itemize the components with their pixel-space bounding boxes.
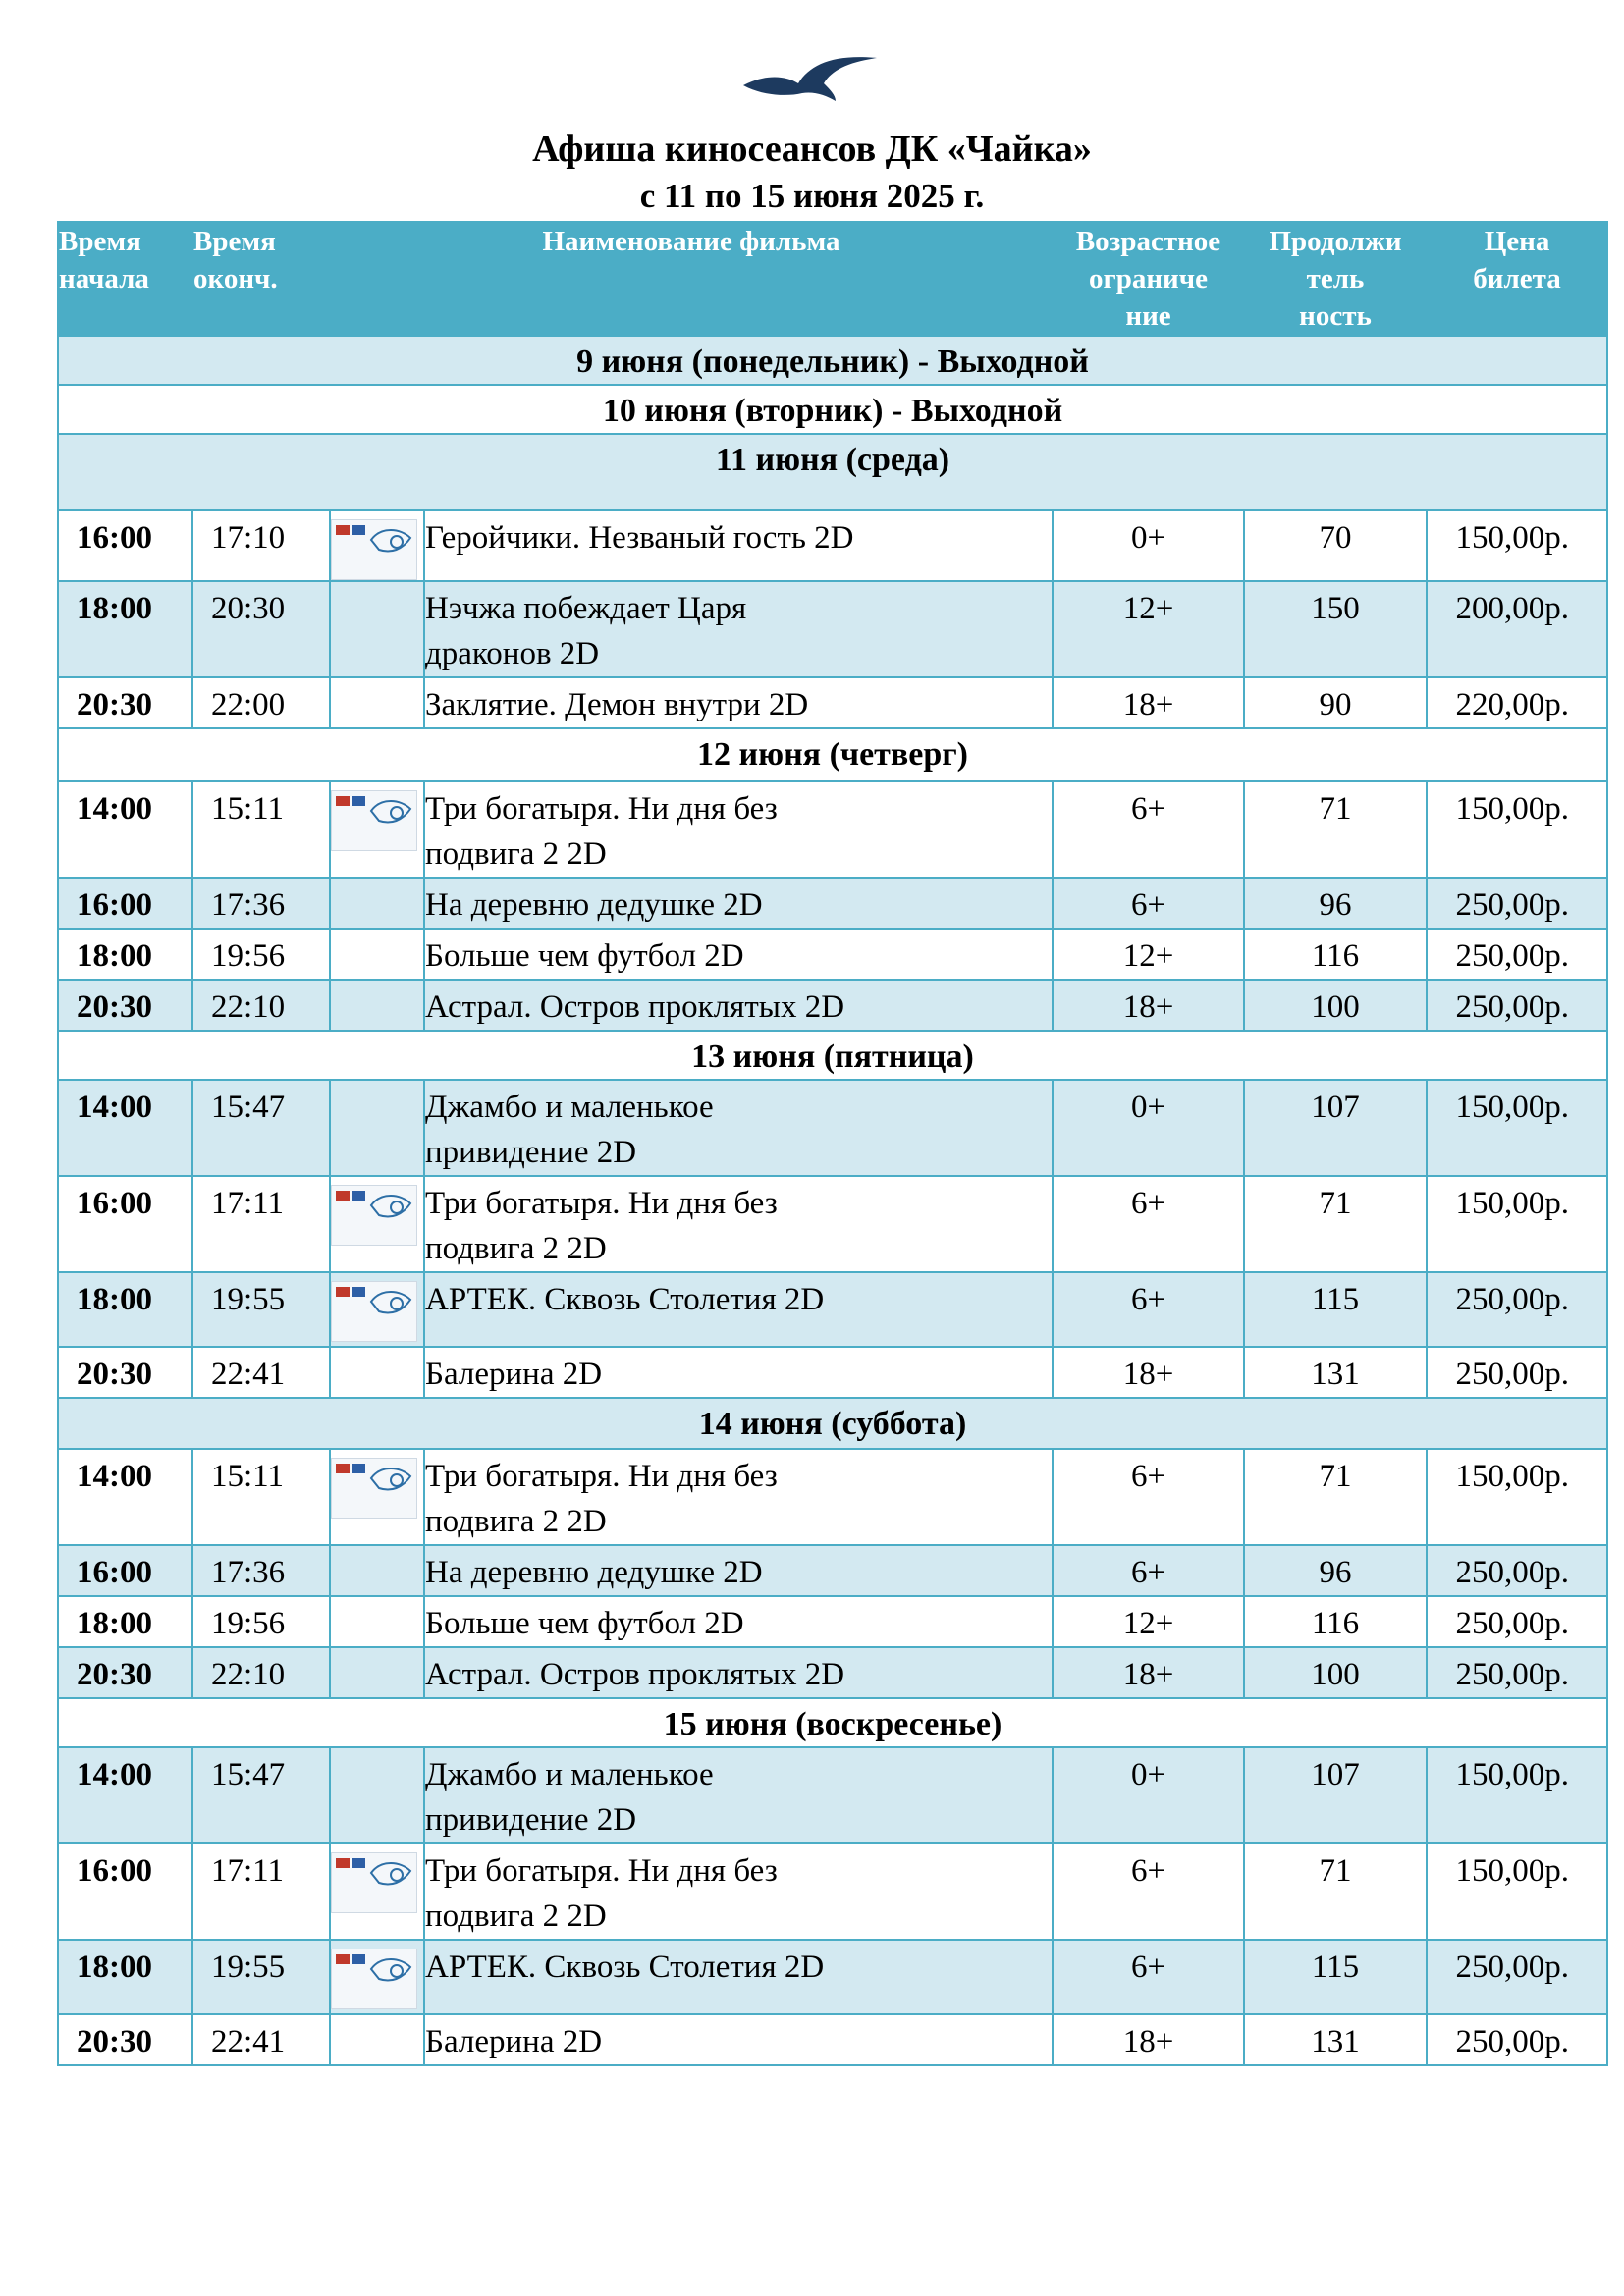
session-end-time: 17:36 bbox=[192, 1545, 330, 1596]
film-title-line: Балерина 2D bbox=[425, 2024, 603, 2059]
film-title-line: драконов 2D bbox=[425, 636, 600, 671]
col-age-rating: Возрастное ограниче ние bbox=[1053, 222, 1244, 336]
age-rating: 6+ bbox=[1053, 1940, 1244, 2014]
page-title: Афиша киносеансов ДК «Чайка» bbox=[532, 129, 1092, 170]
film-title-line: Балерина 2D bbox=[425, 1357, 603, 1392]
film-title bbox=[424, 878, 1053, 929]
film-title-line: Геройчики. Незваный гость 2D bbox=[425, 520, 854, 556]
session-row bbox=[58, 1080, 1607, 1176]
film-title-line: На деревню дедушке 2D bbox=[425, 1555, 763, 1590]
day-label: 13 июня (пятница) bbox=[58, 1031, 1607, 1080]
pushkin-card-icon bbox=[331, 1281, 417, 1342]
table-header-row bbox=[58, 222, 1607, 336]
session-start-time: 16:00 bbox=[58, 878, 192, 929]
film-title-line: АРТЕК. Сквозь Столетия 2D bbox=[425, 1282, 825, 1317]
col-end-time: Время оконч. bbox=[192, 222, 330, 336]
film-title bbox=[424, 1080, 1053, 1176]
session-end-time: 17:11 bbox=[192, 1843, 330, 1940]
pushkin-card-icon bbox=[331, 790, 417, 851]
promo-cell bbox=[330, 1272, 424, 1347]
age-rating: 18+ bbox=[1053, 1647, 1244, 1698]
pushkin-card-icon bbox=[331, 1949, 417, 2009]
session-start-time: 18:00 bbox=[58, 929, 192, 980]
date-range: с 11 по 15 июня 2025 г. bbox=[639, 177, 985, 215]
session-end-time: 22:41 bbox=[192, 1347, 330, 1398]
session-end-time: 17:36 bbox=[192, 878, 330, 929]
ticket-price: 250,00р. bbox=[1427, 1272, 1607, 1347]
age-rating: 0+ bbox=[1053, 510, 1244, 581]
session-start-time: 16:00 bbox=[58, 1176, 192, 1272]
duration-minutes: 71 bbox=[1244, 1843, 1427, 1940]
age-rating: 12+ bbox=[1053, 581, 1244, 677]
duration-minutes: 116 bbox=[1244, 929, 1427, 980]
session-end-time: 19:55 bbox=[192, 1272, 330, 1347]
film-title bbox=[424, 1747, 1053, 1843]
age-rating: 6+ bbox=[1053, 1545, 1244, 1596]
film-title-line: подвига 2 2D bbox=[425, 1231, 607, 1266]
col-price: Цена билета bbox=[1427, 222, 1607, 336]
film-title-line: Джамбо и маленькое bbox=[425, 1090, 714, 1125]
session-start-time: 16:00 bbox=[58, 1545, 192, 1596]
age-rating: 12+ bbox=[1053, 1596, 1244, 1647]
duration-minutes: 131 bbox=[1244, 2014, 1427, 2065]
session-start-time: 20:30 bbox=[58, 2014, 192, 2065]
film-title-line: АРТЕК. Сквозь Столетия 2D bbox=[425, 1949, 825, 1985]
session-end-time: 22:41 bbox=[192, 2014, 330, 2065]
session-row bbox=[58, 510, 1607, 581]
session-start-time: 14:00 bbox=[58, 1449, 192, 1545]
film-title bbox=[424, 1449, 1053, 1545]
session-row bbox=[58, 1747, 1607, 1843]
session-row bbox=[58, 1843, 1607, 1940]
film-title bbox=[424, 510, 1053, 581]
age-rating: 18+ bbox=[1053, 677, 1244, 728]
ticket-price: 250,00р. bbox=[1427, 1647, 1607, 1698]
session-row bbox=[58, 929, 1607, 980]
promo-cell bbox=[330, 581, 424, 677]
promo-cell bbox=[330, 1449, 424, 1545]
ticket-price: 250,00р. bbox=[1427, 929, 1607, 980]
promo-cell bbox=[330, 1596, 424, 1647]
session-start-time: 20:30 bbox=[58, 1347, 192, 1398]
film-title bbox=[424, 929, 1053, 980]
pushkin-card-icon bbox=[331, 1458, 417, 1519]
ticket-price: 250,00р. bbox=[1427, 980, 1607, 1031]
film-title-line: Джамбо и маленькое bbox=[425, 1757, 714, 1792]
duration-minutes: 107 bbox=[1244, 1080, 1427, 1176]
day-label: 15 июня (воскресенье) bbox=[58, 1698, 1607, 1747]
ticket-price: 200,00р. bbox=[1427, 581, 1607, 677]
promo-cell bbox=[330, 2014, 424, 2065]
duration-minutes: 90 bbox=[1244, 677, 1427, 728]
session-row bbox=[58, 1347, 1607, 1398]
session-start-time: 18:00 bbox=[58, 581, 192, 677]
day-header-row bbox=[58, 1031, 1607, 1080]
film-title bbox=[424, 980, 1053, 1031]
day-header-row bbox=[58, 1398, 1607, 1449]
film-title-line: Нэчжа побеждает Царя bbox=[425, 591, 747, 626]
session-start-time: 16:00 bbox=[58, 1843, 192, 1940]
ticket-price: 150,00р. bbox=[1427, 1176, 1607, 1272]
session-row bbox=[58, 1449, 1607, 1545]
col-film-title: Наименование фильма bbox=[330, 222, 1053, 336]
session-row bbox=[58, 1647, 1607, 1698]
duration-minutes: 131 bbox=[1244, 1347, 1427, 1398]
age-rating: 12+ bbox=[1053, 929, 1244, 980]
film-title-line: подвига 2 2D bbox=[425, 836, 607, 872]
duration-minutes: 150 bbox=[1244, 581, 1427, 677]
session-start-time: 16:00 bbox=[58, 510, 192, 581]
film-title-line: Астрал. Остров проклятых 2D bbox=[425, 1657, 845, 1692]
film-title-line: привидение 2D bbox=[425, 1135, 637, 1170]
film-title bbox=[424, 2014, 1053, 2065]
age-rating: 6+ bbox=[1053, 781, 1244, 878]
promo-cell bbox=[330, 1176, 424, 1272]
age-rating: 0+ bbox=[1053, 1080, 1244, 1176]
film-title bbox=[424, 1647, 1053, 1698]
session-start-time: 20:30 bbox=[58, 677, 192, 728]
day-header-row bbox=[58, 1698, 1607, 1747]
age-rating: 18+ bbox=[1053, 1347, 1244, 1398]
session-end-time: 22:10 bbox=[192, 980, 330, 1031]
session-end-time: 19:56 bbox=[192, 1596, 330, 1647]
promo-cell bbox=[330, 1080, 424, 1176]
film-title-line: Три богатыря. Ни дня без bbox=[425, 1186, 778, 1221]
col-duration: Продолжи тель ность bbox=[1244, 222, 1427, 336]
pushkin-card-icon bbox=[331, 1852, 417, 1913]
ticket-price: 250,00р. bbox=[1427, 1596, 1607, 1647]
duration-minutes: 96 bbox=[1244, 878, 1427, 929]
promo-cell bbox=[330, 1647, 424, 1698]
age-rating: 18+ bbox=[1053, 2014, 1244, 2065]
session-start-time: 18:00 bbox=[58, 1272, 192, 1347]
promo-cell bbox=[330, 1843, 424, 1940]
age-rating: 6+ bbox=[1053, 1272, 1244, 1347]
film-title-line: подвига 2 2D bbox=[425, 1898, 607, 1934]
ticket-price: 250,00р. bbox=[1427, 1347, 1607, 1398]
schedule-table bbox=[57, 221, 1608, 2066]
promo-cell bbox=[330, 510, 424, 581]
session-end-time: 19:56 bbox=[192, 929, 330, 980]
session-start-time: 14:00 bbox=[58, 1080, 192, 1176]
film-title bbox=[424, 677, 1053, 728]
ticket-price: 250,00р. bbox=[1427, 1545, 1607, 1596]
promo-cell bbox=[330, 929, 424, 980]
day-label: 12 июня (четверг) bbox=[58, 728, 1607, 781]
promo-cell bbox=[330, 1545, 424, 1596]
session-end-time: 15:11 bbox=[192, 1449, 330, 1545]
day-label: 9 июня (понедельник) - Выходной bbox=[58, 336, 1607, 385]
duration-minutes: 71 bbox=[1244, 1176, 1427, 1272]
age-rating: 6+ bbox=[1053, 1449, 1244, 1545]
pushkin-card-icon bbox=[331, 519, 417, 580]
promo-cell bbox=[330, 1347, 424, 1398]
ticket-price: 150,00р. bbox=[1427, 781, 1607, 878]
film-title-line: Три богатыря. Ни дня без bbox=[425, 791, 778, 827]
day-header-row bbox=[58, 385, 1607, 434]
promo-cell bbox=[330, 677, 424, 728]
session-row bbox=[58, 1176, 1607, 1272]
age-rating: 6+ bbox=[1053, 1843, 1244, 1940]
film-title-line: Больше чем футбол 2D bbox=[425, 938, 744, 974]
promo-cell bbox=[330, 781, 424, 878]
film-title-line: Больше чем футбол 2D bbox=[425, 1606, 744, 1641]
ticket-price: 150,00р. bbox=[1427, 510, 1607, 581]
ticket-price: 150,00р. bbox=[1427, 1449, 1607, 1545]
duration-minutes: 115 bbox=[1244, 1272, 1427, 1347]
duration-minutes: 116 bbox=[1244, 1596, 1427, 1647]
film-title bbox=[424, 781, 1053, 878]
film-title bbox=[424, 1176, 1053, 1272]
day-header-row bbox=[58, 336, 1607, 385]
film-title bbox=[424, 581, 1053, 677]
age-rating: 18+ bbox=[1053, 980, 1244, 1031]
duration-minutes: 70 bbox=[1244, 510, 1427, 581]
film-title-line: Три богатыря. Ни дня без bbox=[425, 1853, 778, 1889]
session-end-time: 15:11 bbox=[192, 781, 330, 878]
ticket-price: 150,00р. bbox=[1427, 1843, 1607, 1940]
promo-cell bbox=[330, 1940, 424, 2014]
session-end-time: 17:10 bbox=[192, 510, 330, 581]
session-end-time: 22:10 bbox=[192, 1647, 330, 1698]
promo-cell bbox=[330, 1747, 424, 1843]
ticket-price: 250,00р. bbox=[1427, 878, 1607, 929]
session-start-time: 20:30 bbox=[58, 980, 192, 1031]
ticket-price: 220,00р. bbox=[1427, 677, 1607, 728]
ticket-price: 150,00р. bbox=[1427, 1080, 1607, 1176]
age-rating: 0+ bbox=[1053, 1747, 1244, 1843]
promo-cell bbox=[330, 878, 424, 929]
film-title bbox=[424, 1843, 1053, 1940]
film-title bbox=[424, 1545, 1053, 1596]
day-label: 11 июня (среда) bbox=[58, 434, 1607, 510]
session-start-time: 20:30 bbox=[58, 1647, 192, 1698]
duration-minutes: 107 bbox=[1244, 1747, 1427, 1843]
session-start-time: 14:00 bbox=[58, 781, 192, 878]
day-label: 10 июня (вторник) - Выходной bbox=[58, 385, 1607, 434]
film-title-line: На деревню дедушке 2D bbox=[425, 887, 763, 923]
session-start-time: 14:00 bbox=[58, 1747, 192, 1843]
col-start-time: Время начала bbox=[58, 222, 192, 336]
session-row bbox=[58, 2014, 1607, 2065]
duration-minutes: 71 bbox=[1244, 1449, 1427, 1545]
duration-minutes: 96 bbox=[1244, 1545, 1427, 1596]
session-end-time: 22:00 bbox=[192, 677, 330, 728]
session-start-time: 18:00 bbox=[58, 1940, 192, 2014]
session-end-time: 17:11 bbox=[192, 1176, 330, 1272]
film-title-line: привидение 2D bbox=[425, 1802, 637, 1838]
film-title bbox=[424, 1272, 1053, 1347]
session-row bbox=[58, 1272, 1607, 1347]
film-title-line: подвига 2 2D bbox=[425, 1504, 607, 1539]
day-header-row bbox=[58, 728, 1607, 781]
duration-minutes: 71 bbox=[1244, 781, 1427, 878]
duration-minutes: 100 bbox=[1244, 980, 1427, 1031]
film-title bbox=[424, 1940, 1053, 2014]
ticket-price: 150,00р. bbox=[1427, 1747, 1607, 1843]
film-title-line: Три богатыря. Ни дня без bbox=[425, 1459, 778, 1494]
session-end-time: 20:30 bbox=[192, 581, 330, 677]
session-row bbox=[58, 980, 1607, 1031]
film-title-line: Заклятие. Демон внутри 2D bbox=[425, 687, 809, 722]
session-row bbox=[58, 581, 1607, 677]
pushkin-card-icon bbox=[331, 1185, 417, 1246]
session-end-time: 15:47 bbox=[192, 1080, 330, 1176]
session-row bbox=[58, 677, 1607, 728]
session-row bbox=[58, 1940, 1607, 2014]
film-title bbox=[424, 1347, 1053, 1398]
ticket-price: 250,00р. bbox=[1427, 1940, 1607, 2014]
age-rating: 6+ bbox=[1053, 878, 1244, 929]
promo-cell bbox=[330, 980, 424, 1031]
day-header-row bbox=[58, 434, 1607, 510]
seagull-logo-icon bbox=[741, 54, 879, 103]
day-label: 14 июня (суббота) bbox=[58, 1398, 1607, 1449]
age-rating: 6+ bbox=[1053, 1176, 1244, 1272]
session-end-time: 19:55 bbox=[192, 1940, 330, 2014]
ticket-price: 250,00р. bbox=[1427, 2014, 1607, 2065]
session-start-time: 18:00 bbox=[58, 1596, 192, 1647]
film-title bbox=[424, 1596, 1053, 1647]
session-end-time: 15:47 bbox=[192, 1747, 330, 1843]
duration-minutes: 115 bbox=[1244, 1940, 1427, 2014]
session-row bbox=[58, 878, 1607, 929]
session-row bbox=[58, 1545, 1607, 1596]
session-row bbox=[58, 781, 1607, 878]
session-row bbox=[58, 1596, 1607, 1647]
film-title-line: Астрал. Остров проклятых 2D bbox=[425, 989, 845, 1025]
duration-minutes: 100 bbox=[1244, 1647, 1427, 1698]
